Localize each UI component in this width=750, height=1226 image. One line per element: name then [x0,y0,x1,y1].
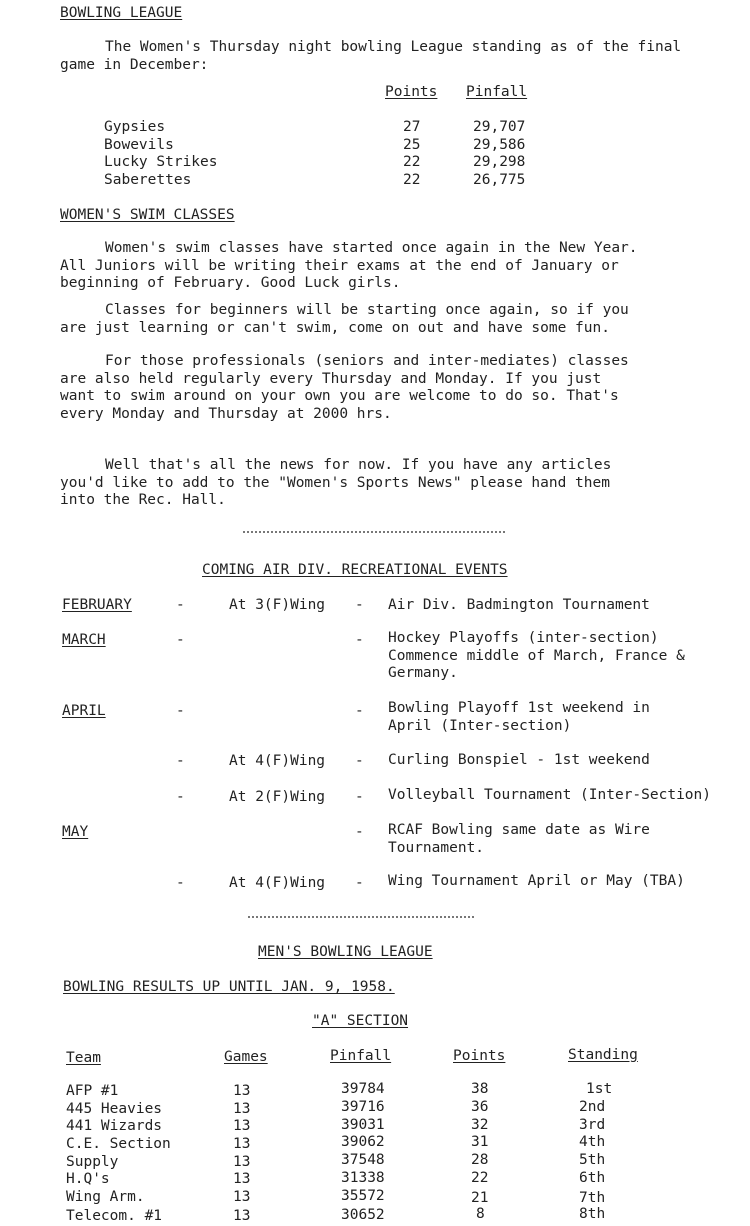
team-name: 445 Heavies [66,1101,163,1117]
events-heading: COMING AIR DIV. RECREATIONAL EVENTS [202,562,508,578]
points: 28 [471,1152,489,1168]
event-dash: - [176,875,185,891]
points: 32 [471,1117,489,1133]
col-header-team: Team [66,1050,101,1066]
divider [243,531,505,533]
standing: 8th [579,1206,606,1222]
col-header-standing: Standing [568,1047,638,1063]
event-dash: - [355,597,364,613]
event-description: Bowling Playoff 1st weekend in April (Inter-section) [388,700,650,734]
team-name: C.E. Section [66,1136,171,1152]
event-location: At 4(F)Wing [229,875,326,891]
section-heading: "A" SECTION [312,1013,409,1029]
event-description: Hockey Playoffs (inter-section) Commence middle of March, France & Germany. [388,630,685,681]
event-dash: - [176,597,185,613]
team-name: AFP #1 [66,1083,119,1099]
col-header-pinfall: Pinfall [330,1048,392,1064]
col-header-pinfall: Pinfall [466,84,528,100]
standing: 6th [579,1170,606,1186]
team-pinfall: 29,586 [473,137,526,153]
event-month: FEBRUARY [62,597,132,613]
pinfall: 31338 [341,1170,385,1186]
event-month: MAY [62,824,89,840]
event-location: At 2(F)Wing [229,789,326,805]
event-dash: - [176,632,185,648]
games-played: 13 [233,1154,251,1170]
swim-heading: WOMEN'S SWIM CLASSES [60,207,235,223]
event-dash: - [355,753,364,769]
pinfall: 37548 [341,1152,385,1168]
team-points: 22 [403,154,421,170]
standing: 4th [579,1134,606,1150]
event-dash: - [355,632,364,648]
col-header-points: Points [385,84,438,100]
games-played: 13 [233,1189,251,1205]
swim-paragraph-3: For those professionals (seniors and inter-mediates) classes are also held regularly every Thursday and Monday. If you just want to swim around on your own you are welcome to do so. That's every Monday and Thursday at 2000 hrs. [60,353,629,422]
divider [248,916,474,918]
team-name: Wing Arm. [66,1189,145,1205]
swim-paragraph-4: Well that's all the news for now. If you have any articles you'd like to add to the "Women's Sports News" please hand them into the Rec. Hall. [60,457,612,508]
standing: 7th [579,1190,606,1206]
team-name: Gypsies [104,119,166,135]
swim-paragraph-1: Women's swim classes have started once again in the New Year. All Juniors will be writing their exams at the end of January or beginning of February. Good Luck girls. [60,240,638,291]
event-month: APRIL [62,703,106,719]
pinfall: 35572 [341,1188,385,1204]
event-dash: - [355,824,364,840]
event-dash: - [355,789,364,805]
pinfall: 39062 [341,1134,385,1150]
bowling-results-heading: BOWLING RESULTS UP UNTIL JAN. 9, 1958. [63,979,395,995]
mens-bowling-heading: MEN'S BOWLING LEAGUE [258,944,433,960]
event-description: Air Div. Badmington Tournament [388,597,650,613]
event-dash: - [176,789,185,805]
points: 36 [471,1099,489,1115]
swim-paragraph-2: Classes for beginners will be starting once again, so if you are just learning or can't swim, come on out and have some fun. [60,302,629,336]
games-played: 13 [233,1171,251,1187]
team-pinfall: 29,707 [473,119,526,135]
team-pinfall: 29,298 [473,154,526,170]
col-header-points: Points [453,1048,506,1064]
bowling-league-heading: BOWLING LEAGUE [60,5,183,21]
standing: 1st [586,1081,613,1097]
event-description: Wing Tournament April or May (TBA) [388,873,685,889]
event-dash: - [355,703,364,719]
pinfall: 39031 [341,1117,385,1133]
event-month: MARCH [62,632,106,648]
team-name: H.Q's [66,1171,110,1187]
team-points: 22 [403,172,421,188]
team-pinfall: 26,775 [473,172,526,188]
points: 38 [471,1081,489,1097]
pinfall: 39716 [341,1099,385,1115]
points: 31 [471,1134,489,1150]
col-header-games: Games [224,1049,268,1065]
team-name: 441 Wizards [66,1118,163,1134]
games-played: 13 [233,1118,251,1134]
event-description: RCAF Bowling same date as Wire Tournament. [388,822,650,856]
games-played: 13 [233,1101,251,1117]
games-played: 13 [233,1208,251,1224]
event-description: Curling Bonspiel - 1st weekend [388,752,650,768]
team-points: 27 [403,119,421,135]
team-points: 25 [403,137,421,153]
standing: 5th [579,1152,606,1168]
points: 8 [476,1206,485,1222]
event-description: Volleyball Tournament (Inter-Section) [388,787,712,803]
games-played: 13 [233,1136,251,1152]
points: 21 [471,1190,489,1206]
event-dash: - [176,753,185,769]
games-played: 13 [233,1083,251,1099]
points: 22 [471,1170,489,1186]
team-name: Supply [66,1154,119,1170]
event-dash: - [176,703,185,719]
team-name: Lucky Strikes [104,154,218,170]
standing: 2nd [579,1099,606,1115]
team-name: Bowevils [104,137,174,153]
event-location: At 3(F)Wing [229,597,326,613]
event-dash: - [355,875,364,891]
pinfall: 39784 [341,1081,385,1097]
team-name: Telecom. #1 [66,1208,163,1224]
event-location: At 4(F)Wing [229,753,326,769]
standing: 3rd [579,1117,606,1133]
bowling-league-intro: The Women's Thursday night bowling League standing as of the final game in December: [60,39,682,73]
pinfall: 30652 [341,1207,385,1223]
team-name: Saberettes [104,172,192,188]
